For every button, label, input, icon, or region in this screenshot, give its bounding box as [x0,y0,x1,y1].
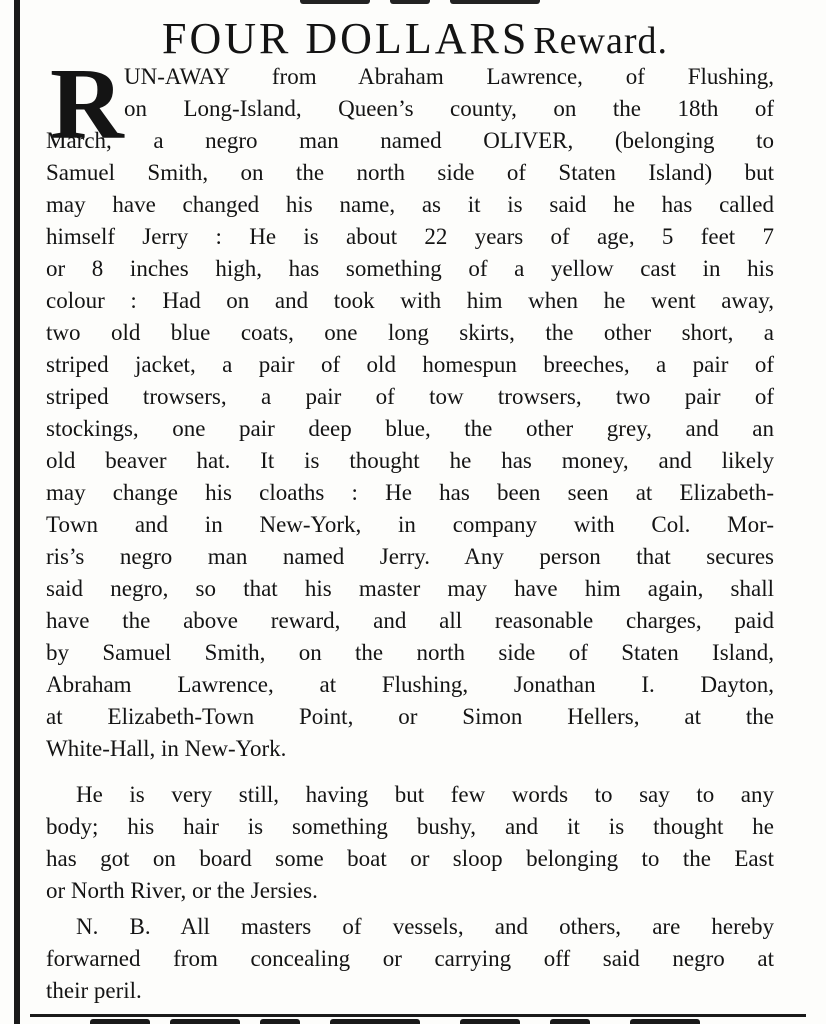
text-line: forwarned from concealing or carrying off said negro at [46,946,774,971]
column-rule [14,0,20,1024]
text-line: on Long-Island, Queen’s county, on the 18th of [124,96,774,121]
text-line: said negro, so that his master may have him again, shall [46,576,774,601]
text-line: ris’s negro man named Jerry. Any person that secures [46,544,774,569]
text-line: at Elizabeth-Town Point, or Simon Hellers, at the [46,704,774,729]
ad-divider [30,1014,806,1017]
text-line: have the above reward, and all reasonable charges, paid [46,608,774,633]
text-line: Town and in New-York, in company with Col. Mor- [46,512,774,537]
text-line: striped jacket, a pair of old homespun breeches, a pair of [46,352,774,377]
previous-column-fragment [300,0,560,5]
text-line: Samuel Smith, on the north side of Staten Island) but [46,160,774,185]
text-line: or 8 inches high, has something of a yellow cast in his [46,256,774,281]
text-line: by Samuel Smith, on the north side of Staten Island, [46,640,774,665]
text-line-last: their peril. [46,978,142,1003]
text-line: has got on board some boat or sloop belonging to the East [46,846,774,871]
heading-reward: Reward. [533,20,668,62]
text-line: UN-AWAY from Abraham Lawrence, of Flushing, [124,64,774,89]
heading-title: FOUR DOLLARS [162,14,530,63]
text-line: colour : Had on and took with him when he went away, [46,288,774,313]
text-line: may have changed his name, as it is said he has called [46,192,774,217]
text-line: stockings, one pair deep blue, the other grey, and an [46,416,774,441]
text-line-last: White-Hall, in New-York. [46,736,287,761]
text-line-last: or North River, or the Jersies. [46,878,318,903]
text-line: body; his hair is something bushy, and it is thought he [46,814,774,839]
text-line: He is very still, having but few words to say to any [76,782,774,807]
next-heading-fragment [30,1019,806,1024]
text-line: may change his cloaths : He has been seen at Elizabeth- [46,480,774,505]
text-line: March, a negro man named OLIVER, (belonging to [46,128,774,153]
text-line: old beaver hat. It is thought he has money, and likely [46,448,774,473]
text-line: two old blue coats, one long skirts, the other short, a [46,320,774,345]
text-line: striped trowsers, a pair of tow trowsers, two pair of [46,384,774,409]
text-line: himself Jerry : He is about 22 years of age, 5 feet 7 [46,224,774,249]
drop-cap: R [50,48,124,161]
text-line: N. B. All masters of vessels, and others, are hereby [76,914,774,939]
text-line: Abraham Lawrence, at Flushing, Jonathan I. Dayton, [46,672,774,697]
